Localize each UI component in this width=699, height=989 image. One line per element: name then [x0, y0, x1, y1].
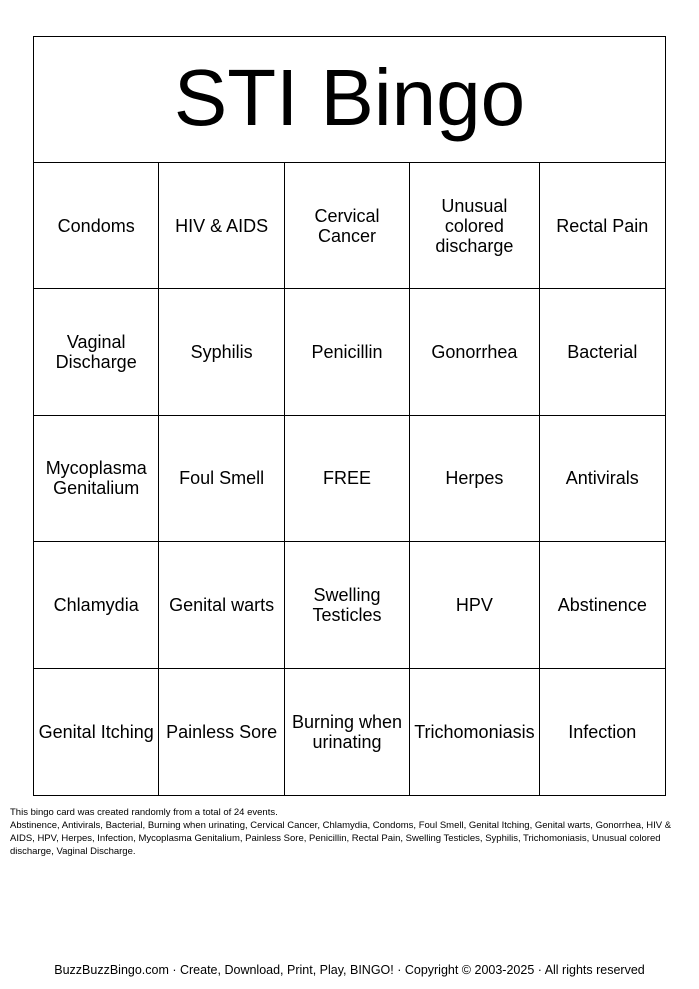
bingo-cell: Rectal Pain [540, 163, 665, 289]
bingo-card [33, 36, 666, 796]
bingo-cell: Bacterial [540, 289, 665, 415]
bingo-cell: Vaginal Discharge [34, 289, 159, 415]
bingo-cell: Abstinence [540, 542, 665, 668]
bingo-cell: Syphilis [159, 289, 284, 415]
bingo-grid [34, 163, 665, 795]
bingo-cell: Foul Smell [159, 416, 284, 542]
card-title: STI Bingo [173, 52, 526, 142]
bingo-cell: Gonorrhea [410, 289, 539, 415]
bingo-cell: Painless Sore [159, 669, 284, 795]
free-space-cell: FREE [285, 416, 410, 542]
bingo-cell: Herpes [410, 416, 539, 542]
bingo-cell: Burning when urinating [285, 669, 410, 795]
footer-text: BuzzBuzzBingo.com · Create, Download, Print, Play, BINGO! · Copyright © 2003-2025 · All rights reserved [54, 963, 645, 977]
bingo-cell: Antivirals [540, 416, 665, 542]
events-list: Abstinence, Antivirals, Bacterial, Burning when urinating, Cervical Cancer, Chlamydia, Condoms, Foul Smell, Genital Itching, Genital warts, Gonorrhea, HIV & AIDS, HPV, Herpes, Infection, Mycoplasma Genitalium, Painless Sore, Penicillin, Rectal Pain, Swelling Testicles, Syphilis, Trichomoniasis, Unusual colored discharge, Vaginal Discharge. [10, 820, 672, 857]
bingo-cell: Swelling Testicles [285, 542, 410, 668]
bingo-cell: Unusual colored discharge [410, 163, 539, 289]
bingo-cell: Genital warts [159, 542, 284, 668]
bingo-cell: Condoms [34, 163, 159, 289]
bingo-cell: HPV [410, 542, 539, 668]
bingo-cell: Chlamydia [34, 542, 159, 668]
bingo-cell: Penicillin [285, 289, 410, 415]
bingo-cell: Trichomoniasis [410, 669, 539, 795]
bingo-cell: Genital Itching [34, 669, 159, 795]
title-cell [34, 37, 665, 163]
bingo-cell: HIV & AIDS [159, 163, 284, 289]
bingo-cell: Cervical Cancer [285, 163, 410, 289]
bingo-cell: Mycoplasma Genitalium [34, 416, 159, 542]
card-info [10, 806, 690, 858]
bingo-cell: Infection [568, 721, 637, 742]
creation-note: This bingo card was created randomly from a total of 24 events. [10, 807, 278, 818]
